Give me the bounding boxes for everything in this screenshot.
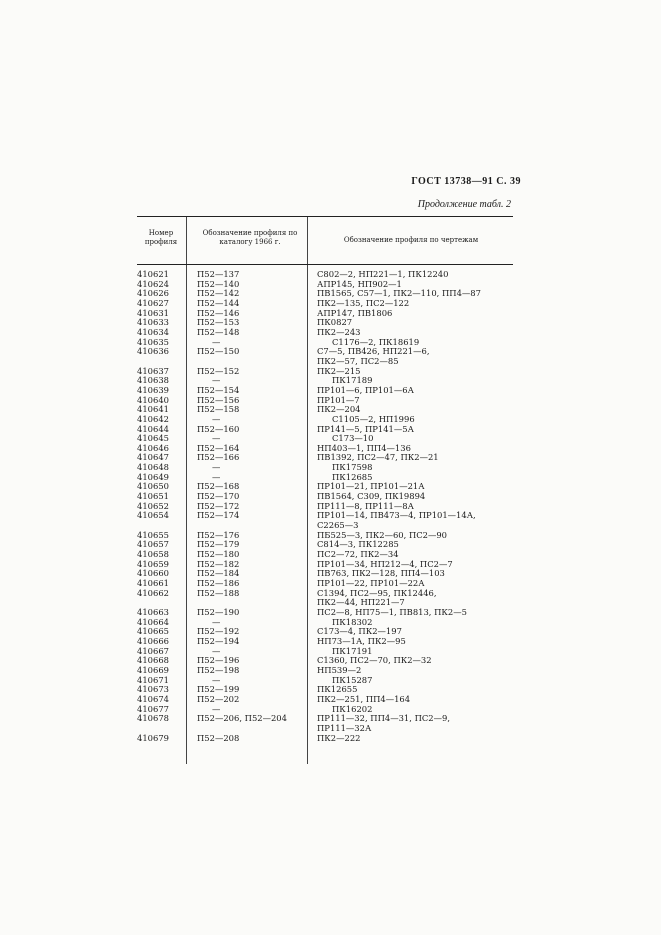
catalog-designation: П52—172 — [197, 500, 240, 511]
table-row — [137, 608, 513, 618]
catalog-designation: П52—166 — [197, 452, 240, 463]
drawing-designation: С1105—2, НП1996 — [332, 413, 415, 424]
catalog-designation: — — [212, 616, 221, 627]
table-row — [137, 347, 513, 366]
catalog-designation: П52—202 — [197, 693, 240, 704]
drawing-designation: ПС2—72, ПК2—34 — [317, 549, 399, 560]
drawing-designation: ПР101—21, ПР101—21А — [317, 481, 425, 492]
table-row — [137, 425, 513, 435]
profile-number: 410667 — [137, 645, 169, 656]
drawing-designation: ПВ1564, С309, ПК19894 — [317, 491, 426, 502]
catalog-designation: — — [212, 645, 221, 656]
profile-number: 410635 — [137, 336, 169, 347]
profile-number: 410647 — [137, 452, 169, 463]
catalog-designation: П52—150 — [197, 346, 240, 357]
profile-number: 410631 — [137, 307, 169, 318]
table-row — [137, 666, 513, 676]
profile-number: 410658 — [137, 549, 169, 560]
catalog-designation: П52—168 — [197, 481, 240, 492]
catalog-designation: П52—198 — [197, 664, 240, 675]
table-header — [137, 216, 513, 265]
table-row — [137, 328, 513, 338]
page-header: ГОСТ 13738—91 С. 39 — [411, 176, 521, 187]
catalog-designation: П52—188 — [197, 587, 240, 598]
table-row — [137, 367, 513, 377]
table-row — [137, 589, 513, 608]
profile-number: 410648 — [137, 462, 169, 473]
drawing-designation: ПК2—204 — [317, 404, 361, 415]
drawing-designation: ПК12655 — [317, 684, 358, 695]
profile-number: 410664 — [137, 616, 169, 627]
drawing-designation: ПК2—222 — [317, 732, 361, 743]
catalog-designation: П52—190 — [197, 606, 240, 617]
catalog-designation: П52—184 — [197, 568, 240, 579]
drawing-designation: ПК2—243 — [317, 326, 361, 337]
catalog-designation: П52—140 — [197, 278, 240, 289]
catalog-designation: П52—174 — [197, 510, 240, 521]
profile-number: 410655 — [137, 529, 169, 540]
catalog-designation: П52—144 — [197, 297, 240, 308]
catalog-designation: П52—170 — [197, 491, 240, 502]
drawing-designation: НП73—1А, ПК2—95 — [317, 635, 406, 646]
drawing-designation: ПР101—6, ПР101—6А — [317, 384, 414, 395]
profile-number: 410661 — [137, 578, 169, 588]
drawing-designation: НП539—2 — [317, 664, 362, 675]
drawing-designation: ПР101—14, ПВ473—4, ПР101—14А, С2265—3 — [317, 510, 476, 531]
table-row — [137, 405, 513, 415]
profile-number: 410639 — [137, 384, 169, 395]
table-row — [137, 453, 513, 463]
profile-number: 410673 — [137, 684, 169, 695]
table-continuation-label: Продолжение табл. 2 — [417, 199, 511, 210]
drawing-designation: АПР145, НП902—1 — [317, 278, 402, 289]
drawing-designation: ПР101—7 — [317, 394, 360, 405]
drawing-designation: ПР101—22, ПР101—22А — [317, 578, 425, 588]
drawing-designation: С1176—2, ПК18619 — [332, 336, 420, 347]
drawing-designation: ПК16202 — [332, 703, 373, 714]
profile-number: 410638 — [137, 375, 169, 386]
profile-number: 410640 — [137, 394, 169, 405]
profile-number: 410668 — [137, 655, 169, 666]
profile-number: 410644 — [137, 423, 169, 434]
catalog-designation: П52—196 — [197, 655, 240, 666]
drawing-designation: ПК15287 — [332, 674, 373, 685]
drawing-designation: ПР141—5, ПР141—5А — [317, 423, 414, 434]
table-row — [137, 695, 513, 705]
drawing-designation: ПК2—135, ПС2—122 — [317, 297, 410, 308]
catalog-designation: П52—160 — [197, 423, 240, 434]
table-row — [137, 637, 513, 647]
catalog-designation: П52—158 — [197, 404, 240, 415]
drawing-designation: ПК12685 — [332, 471, 373, 482]
drawing-designation: ПК2—215 — [317, 365, 361, 376]
table-row — [137, 511, 513, 530]
catalog-designation: — — [212, 375, 221, 386]
catalog-designation: П52—137 — [197, 269, 240, 279]
drawing-designation: С802—2, НП221—1, ПК12240 — [317, 269, 449, 279]
profile-number: 410649 — [137, 471, 169, 482]
catalog-designation: П52—186 — [197, 578, 240, 588]
profile-number: 410665 — [137, 626, 169, 637]
drawing-designation: ПР101—34, НП212—4, ПС2—7 — [317, 558, 453, 569]
catalog-designation: П52—180 — [197, 549, 240, 560]
profile-number: 410671 — [137, 674, 169, 685]
catalog-designation: П52—142 — [197, 288, 240, 299]
drawing-designation: ПВ763, ПК2—128, ПП4—103 — [317, 568, 445, 579]
table-row — [137, 463, 513, 473]
profile-number: 410650 — [137, 481, 169, 492]
catalog-designation: — — [212, 336, 221, 347]
catalog-designation: П52—164 — [197, 442, 240, 453]
profile-number: 410654 — [137, 510, 169, 521]
column-header-catalog: Обозначение профиля по каталогу 1966 г. — [202, 229, 298, 246]
catalog-designation: П52—176 — [197, 529, 240, 540]
profile-number: 410679 — [137, 732, 169, 743]
table-row — [137, 734, 513, 744]
profile-number: 410636 — [137, 346, 169, 357]
table-body — [137, 265, 513, 743]
drawing-designation: С1394, ПС2—95, ПК12446, ПК2—44, НП221—7 — [317, 587, 437, 608]
catalog-designation: — — [212, 674, 221, 685]
drawing-designation: ПС2—8, НП75—1, ПВ813, ПК2—5 — [317, 606, 467, 617]
profile-number: 410657 — [137, 539, 169, 550]
catalog-designation: П52—156 — [197, 394, 240, 405]
drawing-designation: ПК17191 — [332, 645, 373, 656]
profile-number: 410674 — [137, 693, 169, 704]
profile-number: 410626 — [137, 288, 169, 299]
profile-number: 410641 — [137, 404, 169, 415]
profile-number: 410669 — [137, 664, 169, 675]
catalog-designation: П52—208 — [197, 732, 240, 743]
drawing-designation: ПВ1392, ПС2—47, ПК2—21 — [317, 452, 439, 463]
drawing-designation: С814—3, ПК12285 — [317, 539, 399, 550]
catalog-designation: — — [212, 703, 221, 714]
profile-number: 410666 — [137, 635, 169, 646]
catalog-designation: П52—152 — [197, 365, 240, 376]
catalog-designation: П52—182 — [197, 558, 240, 569]
catalog-designation: П52—179 — [197, 539, 240, 550]
catalog-designation: П52—153 — [197, 317, 240, 328]
drawing-designation: ПК0827 — [317, 317, 353, 328]
catalog-designation: П52—192 — [197, 626, 240, 637]
drawing-designation: АПР147, ПВ1806 — [317, 307, 393, 318]
catalog-designation: П52—194 — [197, 635, 240, 646]
catalog-designation: — — [212, 433, 221, 444]
profile-number: 410652 — [137, 500, 169, 511]
profile-table — [137, 216, 513, 743]
drawing-designation: С7—5, ПВ426, НП221—6, ПК2—57, ПС2—85 — [317, 346, 430, 366]
profile-number: 410663 — [137, 606, 169, 617]
catalog-designation: — — [212, 413, 221, 424]
drawing-designation: ПВ1565, С57—1, ПК2—110, ПП4—87 — [317, 288, 481, 299]
profile-number: 410627 — [137, 297, 169, 308]
profile-number: 410651 — [137, 491, 169, 502]
catalog-designation: — — [212, 471, 221, 482]
drawing-designation: С173—10 — [332, 433, 374, 444]
column-header-drawing: Обозначение профиля по чертежам — [343, 236, 479, 244]
drawing-designation: ПБ525—3, ПК2—60, ПС2—90 — [317, 529, 448, 540]
catalog-designation: П52—206, П52—204 — [197, 713, 287, 724]
profile-number: 410678 — [137, 713, 169, 724]
profile-number: 410633 — [137, 317, 169, 328]
drawing-designation: ПК17598 — [332, 462, 373, 473]
drawing-designation: С1360, ПС2—70, ПК2—32 — [317, 655, 432, 666]
profile-number: 410659 — [137, 558, 169, 569]
drawing-designation: НП403—1, ПП4—136 — [317, 442, 411, 453]
drawing-designation: С173—4, ПК2—197 — [317, 626, 402, 637]
catalog-designation: П52—199 — [197, 684, 240, 695]
drawing-designation: ПК2—251, ПП4—164 — [317, 693, 411, 704]
catalog-designation: П52—148 — [197, 326, 240, 337]
profile-number: 410645 — [137, 433, 169, 444]
profile-number: 410662 — [137, 587, 169, 598]
drawing-designation: ПР111—8, ПР111—8А — [317, 500, 414, 511]
drawing-designation: ПР111—32, ПП4—31, ПС2—9, ПР111—32А — [317, 713, 450, 733]
profile-number: 410637 — [137, 365, 169, 376]
catalog-designation: — — [212, 462, 221, 473]
profile-number: 410634 — [137, 326, 169, 337]
drawing-designation: ПК17189 — [332, 375, 373, 386]
column-header-number: Номер профиля — [144, 229, 178, 246]
profile-number: 410660 — [137, 568, 169, 579]
drawing-designation: ПК18302 — [332, 616, 373, 627]
profile-number: 410677 — [137, 703, 169, 714]
catalog-designation: П52—146 — [197, 307, 240, 318]
catalog-designation: П52—154 — [197, 384, 240, 395]
profile-number: 410624 — [137, 278, 169, 289]
profile-number: 410646 — [137, 442, 169, 453]
profile-number: 410642 — [137, 413, 169, 424]
profile-number: 410621 — [137, 269, 169, 279]
table-row — [137, 714, 513, 733]
